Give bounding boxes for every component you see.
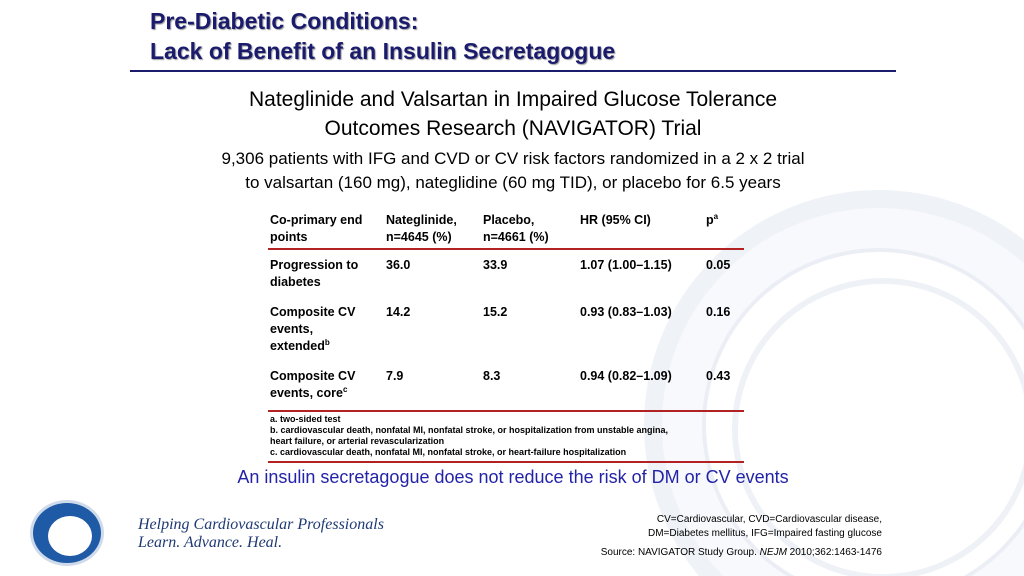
row-label-line-2: events, core [270, 386, 343, 400]
row-label-line-2: events, [270, 322, 314, 336]
abbreviations [648, 513, 882, 541]
slide-title [150, 6, 615, 66]
table-bottom-divider [268, 461, 744, 463]
row-label-line-2: diabetes [270, 275, 321, 289]
header-placebo-line-1: Placebo, [483, 213, 535, 227]
cell-p: 0.16 [706, 305, 731, 319]
table-row [268, 297, 744, 361]
table-header-row [268, 210, 744, 249]
header-nateglinide-line-2: n=4645 (%) [386, 230, 452, 244]
trial-name [130, 85, 896, 143]
cell-nateglinide: 36.0 [386, 258, 411, 272]
footnote-b-line-1: b. cardiovascular death, nonfatal MI, nonfatal stroke, or hospitalization from unstable angina, [270, 425, 669, 435]
header-p-label: p [706, 213, 714, 227]
table-row [268, 249, 744, 297]
acc-tagline [138, 516, 384, 552]
conclusion-text: An insulin secretagogue does not reduce the risk of DM or CV events [237, 467, 789, 487]
row-label [268, 297, 384, 361]
tagline-line-2: Learn. Advance. Heal. [138, 534, 283, 551]
header-endpoints-line-1: Co-primary end [270, 213, 363, 227]
trial-description-line-1: 9,306 patients with IFG and CVD or CV risk factors randomized in a 2 x 2 trial [221, 149, 805, 168]
header-endpoints-line-2: points [270, 230, 308, 244]
cell-hr: 0.93 (0.83–1.03) [580, 305, 672, 319]
row-label-line-1: Composite CV [270, 369, 356, 383]
row-label-sup: c [342, 384, 348, 394]
header-p [704, 210, 744, 249]
title-line-1: Pre-Diabetic Conditions: [150, 8, 419, 34]
trial-name-line-2: Outcomes Research (NAVIGATOR) Trial [324, 117, 702, 140]
header-hr: HR (95% CI) [580, 213, 651, 227]
cell-nateglinide: 14.2 [386, 305, 411, 319]
tagline-line-1: Helping Cardiovascular Professionals [138, 516, 384, 533]
source-citation [601, 547, 882, 558]
title-divider [130, 70, 896, 72]
trial-name-line-1: Nateglinide and Valsartan in Impaired Glucose Tolerance [248, 88, 778, 111]
header-endpoints [268, 210, 384, 249]
header-placebo-line-2: n=4661 (%) [483, 230, 549, 244]
source-journal: NEJM [759, 547, 787, 558]
header-p-sup: a [713, 211, 719, 221]
cell-hr: 1.07 (1.00–1.15) [580, 258, 672, 272]
trial-description [110, 147, 916, 195]
header-placebo [481, 210, 578, 249]
source-suffix: 2010;362:1463-1476 [786, 547, 882, 558]
footnote-b-line-2: heart failure, or arterial revascularization [270, 436, 445, 446]
header-nateglinide [384, 210, 481, 249]
row-label [268, 249, 384, 297]
row-label-sup: b [324, 337, 330, 347]
acc-seal-logo [30, 500, 104, 566]
trial-description-line-2: to valsartan (160 mg), nateglidine (60 mg TID), or placebo for 6.5 years [245, 173, 781, 192]
cell-hr: 0.94 (0.82–1.09) [580, 369, 672, 383]
footnote-a: a. two-sided test [270, 414, 341, 424]
results-table [268, 210, 744, 463]
cell-placebo: 8.3 [483, 369, 501, 383]
row-label-line-3: extended [270, 339, 325, 353]
cell-p: 0.43 [706, 369, 731, 383]
row-label-line-1: Composite CV [270, 305, 356, 319]
footnote-c: c. cardiovascular death, nonfatal MI, nonfatal stroke, or heart-failure hospitalization [270, 447, 627, 457]
source-prefix: Source: NAVIGATOR Study Group. [600, 547, 760, 558]
cell-placebo: 15.2 [483, 305, 508, 319]
cell-nateglinide: 7.9 [386, 369, 404, 383]
abbreviations-line-2: DM=Diabetes mellitus, IFG=Impaired fasting glucose [648, 528, 882, 539]
table-row [268, 361, 744, 408]
cell-placebo: 33.9 [483, 258, 508, 272]
title-line-2: Lack of Benefit of an Insulin Secretagogue [150, 38, 616, 64]
cell-p: 0.05 [706, 258, 731, 272]
row-label [268, 361, 384, 408]
abbreviations-line-1: CV=Cardiovascular, CVD=Cardiovascular disease, [656, 514, 882, 525]
table-footnotes [268, 412, 744, 461]
header-nateglinide-line-1: Nateglinide, [386, 213, 457, 227]
row-label-line-1: Progression to [270, 258, 359, 272]
